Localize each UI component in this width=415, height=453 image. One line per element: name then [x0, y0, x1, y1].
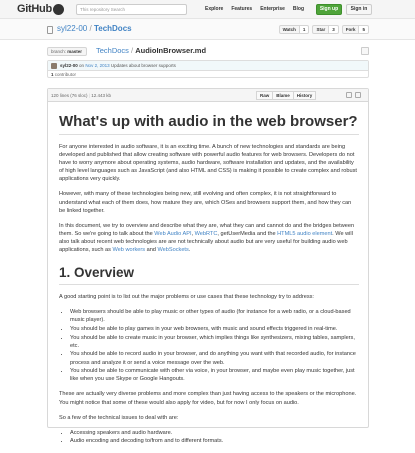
repo-icon: [47, 26, 53, 34]
third-paragraph: [59, 222, 359, 254]
history-button[interactable]: History: [294, 91, 317, 100]
file-header: [48, 89, 368, 102]
nav-explore[interactable]: Explore: [205, 6, 224, 12]
top-nav: [205, 6, 304, 12]
list-item: • Audio encoding and decoding to/from and to different formats.: [70, 437, 359, 445]
overview-intro: A good starting point is to list out the major problems or use cases that these technology try to address:: [59, 294, 314, 301]
watch-count[interactable]: 1: [300, 25, 310, 34]
use-case-list: [70, 308, 359, 383]
breadcrumb-repo-link[interactable]: TechDocs: [96, 46, 129, 55]
logo-text: GitHub: [17, 3, 52, 15]
copy-path-icon[interactable]: [361, 47, 369, 55]
technical-issues-list: [70, 429, 359, 446]
star-button[interactable]: [312, 25, 338, 34]
webrtc-link[interactable]: WebRTC: [194, 230, 218, 237]
p3-text-f: .: [188, 247, 191, 254]
list-item: • You should be able to record audio in your browser, and do anything you want with that recorded audio, for instance process and analyze it or send a voice message over the web.: [70, 350, 359, 366]
nav-enterprise[interactable]: Enterprise: [260, 6, 285, 12]
diverse-problems-paragraph: These are actually very diverse problems and more complex than just having access to the speakers or the microphone. You might notice that some of these would also apply for video, but for now I only focus on audio.: [59, 391, 357, 406]
p3-text-a: In this document, we try to overview and describe what they are, what they can and cannot do and the bridges between them. So we're going to talk about the: [59, 222, 355, 237]
repo-name-link[interactable]: TechDocs: [93, 24, 132, 33]
list-item: • Web browsers should be able to play music or other types of audio (for instance for a web radio, or a cloud-based music player).: [70, 308, 359, 324]
commit-summary: [60, 63, 176, 68]
web-workers-link[interactable]: Web workers: [112, 247, 146, 254]
repo-title: [57, 24, 132, 33]
file-icons: [346, 92, 361, 98]
desktop-icon[interactable]: [346, 92, 352, 98]
raw-button[interactable]: Raw: [256, 91, 273, 100]
watch-label[interactable]: Watch: [279, 25, 300, 34]
markdown-body: [59, 113, 359, 453]
html5-audio-link[interactable]: HTML5 audio element: [277, 230, 333, 237]
branch-prefix: branch:: [51, 49, 67, 54]
p3-text-c: , getUserMedia and the: [217, 230, 278, 237]
technical-issues-intro: So a few of the technical issues to deal with are:: [59, 414, 179, 421]
commit-author-link[interactable]: syl22-00: [60, 63, 78, 68]
contributors-line[interactable]: [51, 72, 76, 77]
file-box: [47, 88, 369, 445]
octocat-icon: [53, 4, 64, 15]
blame-button[interactable]: Blame: [273, 91, 294, 100]
list-item: • You should be able to create music in your browser, which implies things like synthesizers, mixing tables, samplers, etc.: [70, 334, 359, 350]
commit-row: [48, 61, 368, 71]
p3-text-e: and: [145, 247, 158, 254]
repo-actions: [279, 25, 369, 34]
sign-up-button[interactable]: Sign up: [316, 4, 342, 15]
websockets-link[interactable]: WebSockets: [157, 247, 189, 254]
fork-count[interactable]: 5: [359, 25, 369, 34]
fork-button[interactable]: [342, 25, 369, 34]
breadcrumb-file: AudioInBrowser.md: [135, 46, 207, 55]
star-label[interactable]: Star: [312, 25, 329, 34]
commit-message[interactable]: Updates about browser supports: [110, 63, 176, 68]
commit-date: Nov 2, 2013: [85, 63, 110, 68]
top-header: [0, 0, 415, 19]
file-actions: [256, 91, 316, 100]
list-item: • You should be able to play games in your web browsers, with music and sound effects triggered in real-time.: [70, 325, 359, 333]
github-logo[interactable]: [17, 3, 64, 15]
pencil-icon[interactable]: [355, 92, 361, 98]
fork-label[interactable]: Fork: [342, 25, 360, 34]
list-item: • You should be able to communicate with other via voice, in your browser, and maybe even play music together, just like when you use Skype or Google Hangouts.: [70, 367, 359, 383]
second-paragraph: However, with many of these technologies being new, still evolving and often complex, it is not straightforward to understand what each of them does, how mature they are, which OSes and browsers support them, and how they can be linked together.: [59, 191, 352, 214]
watch-button[interactable]: [279, 25, 310, 34]
nav-blog[interactable]: Blog: [292, 6, 305, 12]
branch-name: master: [67, 49, 83, 54]
overview-heading: 1. Overview: [59, 265, 359, 285]
star-count[interactable]: 3: [329, 25, 339, 34]
avatar[interactable]: [51, 63, 57, 69]
list-item: • Accessing speakers and audio hardware.: [70, 429, 359, 437]
contributors-label: contributor: [54, 72, 77, 77]
sign-in-button[interactable]: Sign in: [346, 4, 372, 15]
p3-text-b: ,: [191, 230, 195, 237]
intro-paragraph: For anyone interested in audio software, it is an exciting time. A bunch of new technologies and standards are being developed and published that allow creating software with powerful audio features for web browsers. Developers do not have to worry anymore about operating systems, audio hardware, software installation and updates, and the availability of high level languages such as JavaScript (and also HTML and CSS) is making it possible to create complex and robust applications very quickly.: [59, 144, 357, 183]
nav-features[interactable]: Features: [231, 6, 253, 12]
search-input[interactable]: This repository Search: [76, 4, 187, 15]
web-audio-api-link[interactable]: Web Audio API: [154, 230, 192, 237]
doc-title: What's up with audio in the web browser?: [59, 113, 359, 135]
file-lines: 120 lines (76 sloc): [51, 93, 88, 98]
contributors-count: 1: [51, 72, 54, 77]
p3-text-d: . We will also talk about recent web technologies are are not technically about audio but are very useful for building audio web applications, such as: [59, 230, 353, 254]
branch-selector[interactable]: [47, 47, 87, 56]
breadcrumb: [96, 46, 206, 55]
file-info: 120 lines (76 sloc) | 12.443 kb: [51, 93, 111, 98]
repo-owner-link[interactable]: syl22-00: [57, 24, 88, 33]
breadcrumb-separator: /: [131, 46, 134, 55]
commit-on: on: [79, 63, 85, 68]
repo-separator: /: [89, 24, 92, 33]
file-size: 12.443 kb: [91, 93, 111, 98]
commit-box: [47, 60, 369, 78]
